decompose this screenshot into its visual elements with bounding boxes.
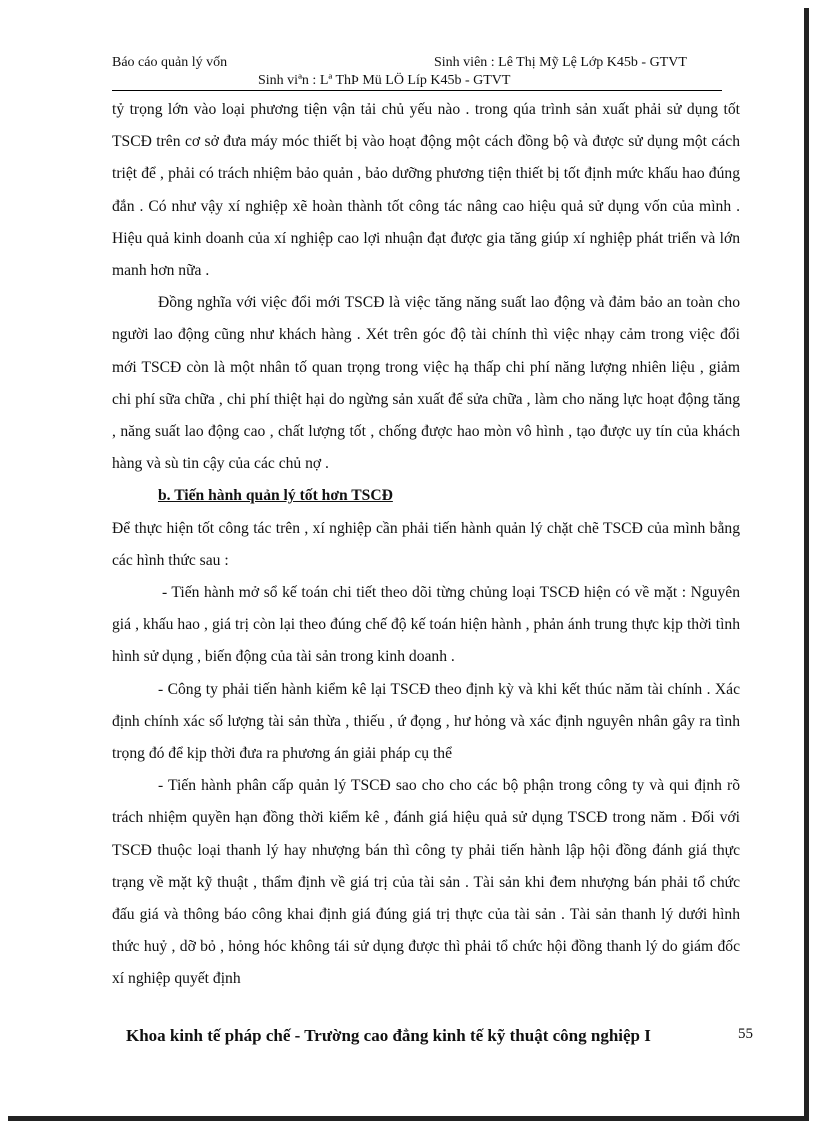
header-student-info: Sinh viên : Lê Thị Mỹ Lệ Lớp K45b - GTVT <box>434 55 687 70</box>
section-heading <box>112 480 740 512</box>
paragraph-1: tỷ trọng lớn vào loại phương tiện vận tải chủ yếu nào . trong qúa trình sản xuất phải sử dụng tốt TSCĐ trên cơ sở đưa máy móc thiết bị vào hoạt động một cách đồng bộ và được sử dụng một cách triệt để , phải có trách nhiệm bảo quản , bảo dưỡng phương tiện thiết bị tốt định mức khấu hao đúng đắn . Có như vậy xí nghiệp xẽ hoàn thành tốt công tác nâng cao hiệu quả sử dụng vốn của mình . Hiệu quả kinh doanh của xí nghiệp cao lợi nhuận đạt được gia tăng giúp xí nghiệp phát triển và lớn manh hơn nữa . <box>112 101 740 280</box>
paragraph-6: - Tiến hành phân cấp quản lý TSCĐ sao cho cho các bộ phận trong công ty và qui định rõ trách nhiệm quyền hạn đồng thời kiểm kê , đánh giá hiệu quả sử dụng TSCĐ trong năm . Đối với TSCĐ thuộc loại thanh lý hay nhượng bán thì công ty phải tiến hành lập hội đồng đánh giá thực trạng về mặt kỹ thuật , thẩm định về giá trị của tài sản . Tài sản khi đem nhượng bán phải tổ chức đấu giá và thông báo công khai định giá đúng giá trị thực của tài sản . Tài sản thanh lý dưới hình thức huỷ , dỡ bỏ , hỏng hóc không tái sử dụng được thì phải tổ chức hội đồng thanh lý do giám đốc xí nghiệp quyết định <box>112 777 740 988</box>
paragraph-2: Đồng nghĩa với việc đổi mới TSCĐ là việc tăng năng suất lao động và đảm bảo an toàn cho người lao động cũng như khách hàng . Xét trên góc độ tài chính thì việc nhạy cảm trong việc đổi mới TSCĐ còn là một nhân tố quan trọng trong việc hạ thấp chi phí năng lượng nhiên liệu , giảm chi phí sữa chữa , chi phí thiệt hại do ngừng sản xuất để sửa chữa , làm cho năng lực hoạt động tăng , năng suất lao động cao , chất lượng tốt , chống được hao mòn vô hình , tạo được uy tín của khách hàng và sù tin cậy của các chủ nợ . <box>112 294 740 473</box>
paragraph-4: - Tiến hành mở sổ kế toán chi tiết theo dõi từng chủng loại TSCĐ hiện có về mặt : Nguyên giá , khấu hao , giá trị còn lại theo đúng chế độ kế toán hiện hành , phản ánh trung thực kịp thời tình hình sử dụng , biến động của tài sản trong kinh doanh . <box>112 584 740 666</box>
header-rule <box>112 90 722 91</box>
header-report-title: Báo cáo quản lý vốn <box>112 55 228 70</box>
page-footer: Khoa kinh tế pháp chế - Trường cao đẳng kinh tế kỹ thuật công nghiệp I <box>126 1026 651 1045</box>
header-student-info-garbled: Sinh viªn : Lª ThÞ Mü LÖ Líp K45b - GTVT <box>258 73 511 88</box>
page-shadow-right <box>804 8 809 1120</box>
page-number: 55 <box>738 1026 753 1042</box>
section-heading-text: b. Tiến hành quản lý tốt hơn TSCĐ <box>158 487 393 505</box>
paragraph-3: Để thực hiện tốt công tác trên , xí nghiệp cần phải tiến hành quản lý chặt chẽ TSCĐ của mình bằng các hình thức sau : <box>112 519 740 569</box>
paragraph-5: - Công ty phải tiến hành kiểm kê lại TSCĐ theo định kỳ và khi kết thúc năm tài chính . Xác định chính xác số lượng tài sản thừa , thiếu , ứ đọng , hư hỏng và xác định nguyên nhân gây ra tình trọng đó để kịp thời đưa ra phương án giải pháp cụ thể <box>112 680 740 763</box>
page-shadow-bottom <box>8 1116 809 1121</box>
document-body <box>112 94 740 996</box>
